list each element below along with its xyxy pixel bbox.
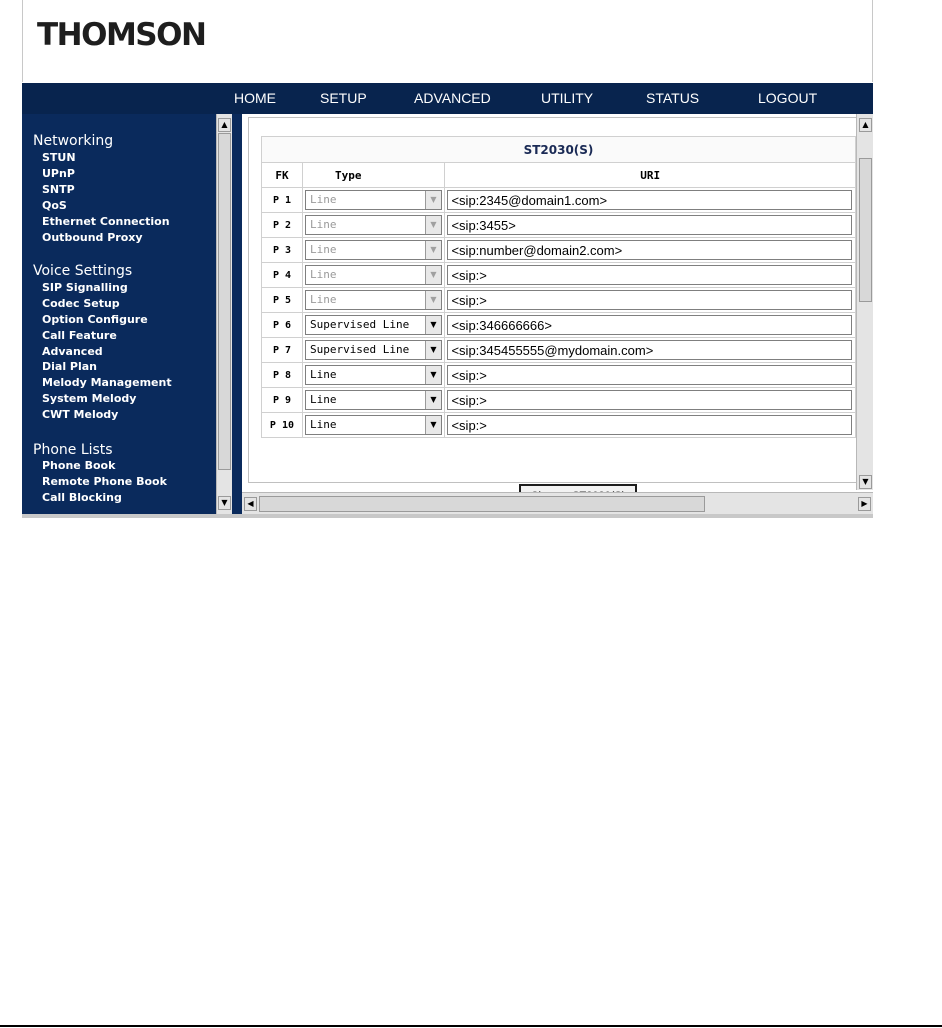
uri-input[interactable] <box>447 365 852 385</box>
type-select[interactable] <box>305 390 442 410</box>
type-cell <box>302 413 445 438</box>
sidebar-section-phone-lists: Phone Lists <box>33 442 113 458</box>
uri-input[interactable] <box>447 215 852 235</box>
sidebar-item-phone-book[interactable]: Phone Book <box>42 459 116 472</box>
frame-divider <box>232 114 242 514</box>
type-select[interactable] <box>305 315 442 335</box>
chevron-down-icon[interactable]: ▼ <box>425 416 441 434</box>
sidebar-item-sip-signalling[interactable]: SIP Signalling <box>42 281 128 294</box>
type-select[interactable] <box>305 365 442 385</box>
fk-label: P 8 <box>262 363 303 388</box>
scroll-up-arrow-icon[interactable]: ▲ <box>218 118 231 132</box>
sidebar-item-advanced[interactable]: Advanced <box>42 345 103 358</box>
uri-cell <box>445 188 856 213</box>
type-select[interactable] <box>305 415 442 435</box>
table-title: ST2030(S) <box>262 137 856 163</box>
sidebar-item-option-configure[interactable]: Option Configure <box>42 313 148 326</box>
fk-label: P 9 <box>262 388 303 413</box>
type-select-value: Line <box>309 268 337 281</box>
chevron-down-icon[interactable]: ▼ <box>425 266 441 284</box>
chevron-down-icon[interactable]: ▼ <box>425 391 441 409</box>
table-row <box>262 238 856 263</box>
page-header <box>22 0 873 82</box>
chevron-down-icon[interactable]: ▼ <box>425 341 441 359</box>
uri-input-value: <sip:2345@domain1.com> <box>451 193 608 208</box>
sidebar-item-cwt-melody[interactable]: CWT Melody <box>42 408 119 421</box>
table-row <box>262 213 856 238</box>
uri-cell <box>445 363 856 388</box>
function-key-table <box>261 136 856 438</box>
table-row <box>262 413 856 438</box>
sidebar-item-melody-management[interactable]: Melody Management <box>42 376 172 389</box>
chevron-down-icon[interactable]: ▼ <box>425 191 441 209</box>
chevron-down-icon[interactable]: ▼ <box>425 316 441 334</box>
fk-label: P 1 <box>262 188 303 213</box>
page-bottom-rule <box>0 1025 942 1027</box>
type-cell <box>302 263 445 288</box>
top-navigation <box>22 83 873 114</box>
scroll-right-arrow-icon[interactable]: ▶ <box>858 497 871 511</box>
uri-input[interactable] <box>447 340 852 360</box>
uri-input[interactable] <box>447 190 852 210</box>
nav-advanced[interactable]: ADVANCED <box>414 90 491 106</box>
sidebar-scroll-thumb[interactable] <box>218 133 231 470</box>
scroll-left-arrow-icon[interactable]: ◀ <box>244 497 257 511</box>
type-cell <box>302 313 445 338</box>
type-cell <box>302 288 445 313</box>
uri-cell <box>445 313 856 338</box>
sidebar-item-stun[interactable]: STUN <box>42 151 76 164</box>
sidebar-item-dial-plan[interactable]: Dial Plan <box>42 360 98 373</box>
type-select-value: Line <box>309 293 337 306</box>
uri-cell <box>445 388 856 413</box>
type-cell <box>302 388 445 413</box>
type-cell <box>302 238 445 263</box>
nav-status[interactable]: STATUS <box>646 90 700 106</box>
sidebar-item-upnp[interactable]: UPnP <box>42 167 75 180</box>
type-cell <box>302 363 445 388</box>
uri-input-value: <sip:> <box>451 393 487 408</box>
uri-input-value: <sip:number@domain2.com> <box>451 243 623 258</box>
chevron-down-icon[interactable]: ▼ <box>425 216 441 234</box>
fk-label: P 5 <box>262 288 303 313</box>
sidebar-vertical-scrollbar[interactable] <box>216 114 233 514</box>
table-row <box>262 313 856 338</box>
type-select-value: Line <box>309 368 337 381</box>
content-horizontal-scrollbar[interactable] <box>242 492 873 514</box>
uri-input-value: <sip:> <box>451 368 487 383</box>
type-select-value: Supervised Line <box>309 318 410 331</box>
sidebar-item-remote-phone-book[interactable]: Remote Phone Book <box>42 475 167 488</box>
nav-setup[interactable]: SETUP <box>320 90 367 106</box>
column-header-type: Type <box>302 163 445 188</box>
main-content-frame <box>242 114 856 490</box>
table-row <box>262 338 856 363</box>
scroll-down-arrow-icon[interactable]: ▼ <box>859 475 872 489</box>
table-row <box>262 188 856 213</box>
sidebar-item-ethernet-connection[interactable]: Ethernet Connection <box>42 215 170 228</box>
scroll-down-arrow-icon[interactable]: ▼ <box>218 496 231 510</box>
type-select-value: Line <box>309 193 337 206</box>
nav-home[interactable]: HOME <box>234 90 276 106</box>
type-select[interactable] <box>305 240 442 260</box>
uri-input[interactable] <box>447 290 852 310</box>
uri-input-value: <sip:346666666> <box>451 318 552 333</box>
uri-input[interactable] <box>447 265 852 285</box>
uri-input[interactable] <box>447 240 852 260</box>
type-select[interactable] <box>305 265 442 285</box>
uri-input-value: <sip:> <box>451 293 487 308</box>
sidebar-item-qos[interactable]: QoS <box>42 199 67 212</box>
uri-input[interactable] <box>447 415 852 435</box>
uri-cell <box>445 338 856 363</box>
window-bottom-edge <box>22 514 873 518</box>
nav-logout[interactable]: LOGOUT <box>758 90 818 106</box>
column-header-uri: URI <box>445 163 856 188</box>
uri-input-value: <sip:> <box>451 268 487 283</box>
type-select-value: Line <box>309 393 337 406</box>
sidebar-item-call-feature[interactable]: Call Feature <box>42 329 117 342</box>
uri-cell <box>445 263 856 288</box>
fk-label: P 4 <box>262 263 303 288</box>
sidebar-item-codec-setup[interactable]: Codec Setup <box>42 297 120 310</box>
sidebar-menu <box>22 114 216 514</box>
sidebar-section-voice-settings: Voice Settings <box>33 263 133 279</box>
thomson-logo: THOMSON <box>37 17 206 53</box>
type-select-value: Line <box>309 218 337 231</box>
type-select[interactable] <box>305 340 442 360</box>
sidebar-item-sntp[interactable]: SNTP <box>42 183 75 196</box>
uri-cell <box>445 238 856 263</box>
type-cell <box>302 338 445 363</box>
type-cell <box>302 213 445 238</box>
uri-input[interactable] <box>447 390 852 410</box>
table-row <box>262 288 856 313</box>
chevron-down-icon[interactable]: ▼ <box>425 291 441 309</box>
type-select-value: Supervised Line <box>309 343 410 356</box>
uri-input[interactable] <box>447 315 852 335</box>
chevron-down-icon[interactable]: ▼ <box>425 366 441 384</box>
uri-input-value: <sip:> <box>451 418 487 433</box>
type-select[interactable] <box>305 290 442 310</box>
sidebar-section-networking: Networking <box>33 133 114 149</box>
type-select-value: Line <box>309 243 337 256</box>
uri-input-value: <sip:345455555@mydomain.com> <box>451 343 654 358</box>
fk-label: P 2 <box>262 213 303 238</box>
column-header-fk: FK <box>262 163 303 188</box>
sidebar-item-call-blocking[interactable]: Call Blocking <box>42 491 122 504</box>
uri-cell <box>445 413 856 438</box>
horizontal-scroll-thumb[interactable] <box>259 496 705 512</box>
sidebar-item-outbound-proxy[interactable]: Outbound Proxy <box>42 231 143 244</box>
uri-cell <box>445 213 856 238</box>
table-row <box>262 388 856 413</box>
table-row <box>262 263 856 288</box>
type-select[interactable] <box>305 190 442 210</box>
fk-label: P 6 <box>262 313 303 338</box>
chevron-down-icon[interactable]: ▼ <box>425 241 441 259</box>
type-select-value: Line <box>309 418 337 431</box>
scroll-up-arrow-icon[interactable]: ▲ <box>859 118 872 132</box>
fk-label: P 10 <box>262 413 303 438</box>
uri-cell <box>445 288 856 313</box>
table-row <box>262 363 856 388</box>
fk-label: P 7 <box>262 338 303 363</box>
type-cell <box>302 188 445 213</box>
browser-screenshot <box>22 0 873 518</box>
nav-utility[interactable]: UTILITY <box>541 90 594 106</box>
fk-label: P 3 <box>262 238 303 263</box>
content-vertical-scrollbar[interactable] <box>856 114 873 490</box>
content-scroll-thumb[interactable] <box>859 158 872 302</box>
type-select[interactable] <box>305 215 442 235</box>
uri-input-value: <sip:3455> <box>451 218 516 233</box>
sidebar-item-system-melody[interactable]: System Melody <box>42 392 137 405</box>
